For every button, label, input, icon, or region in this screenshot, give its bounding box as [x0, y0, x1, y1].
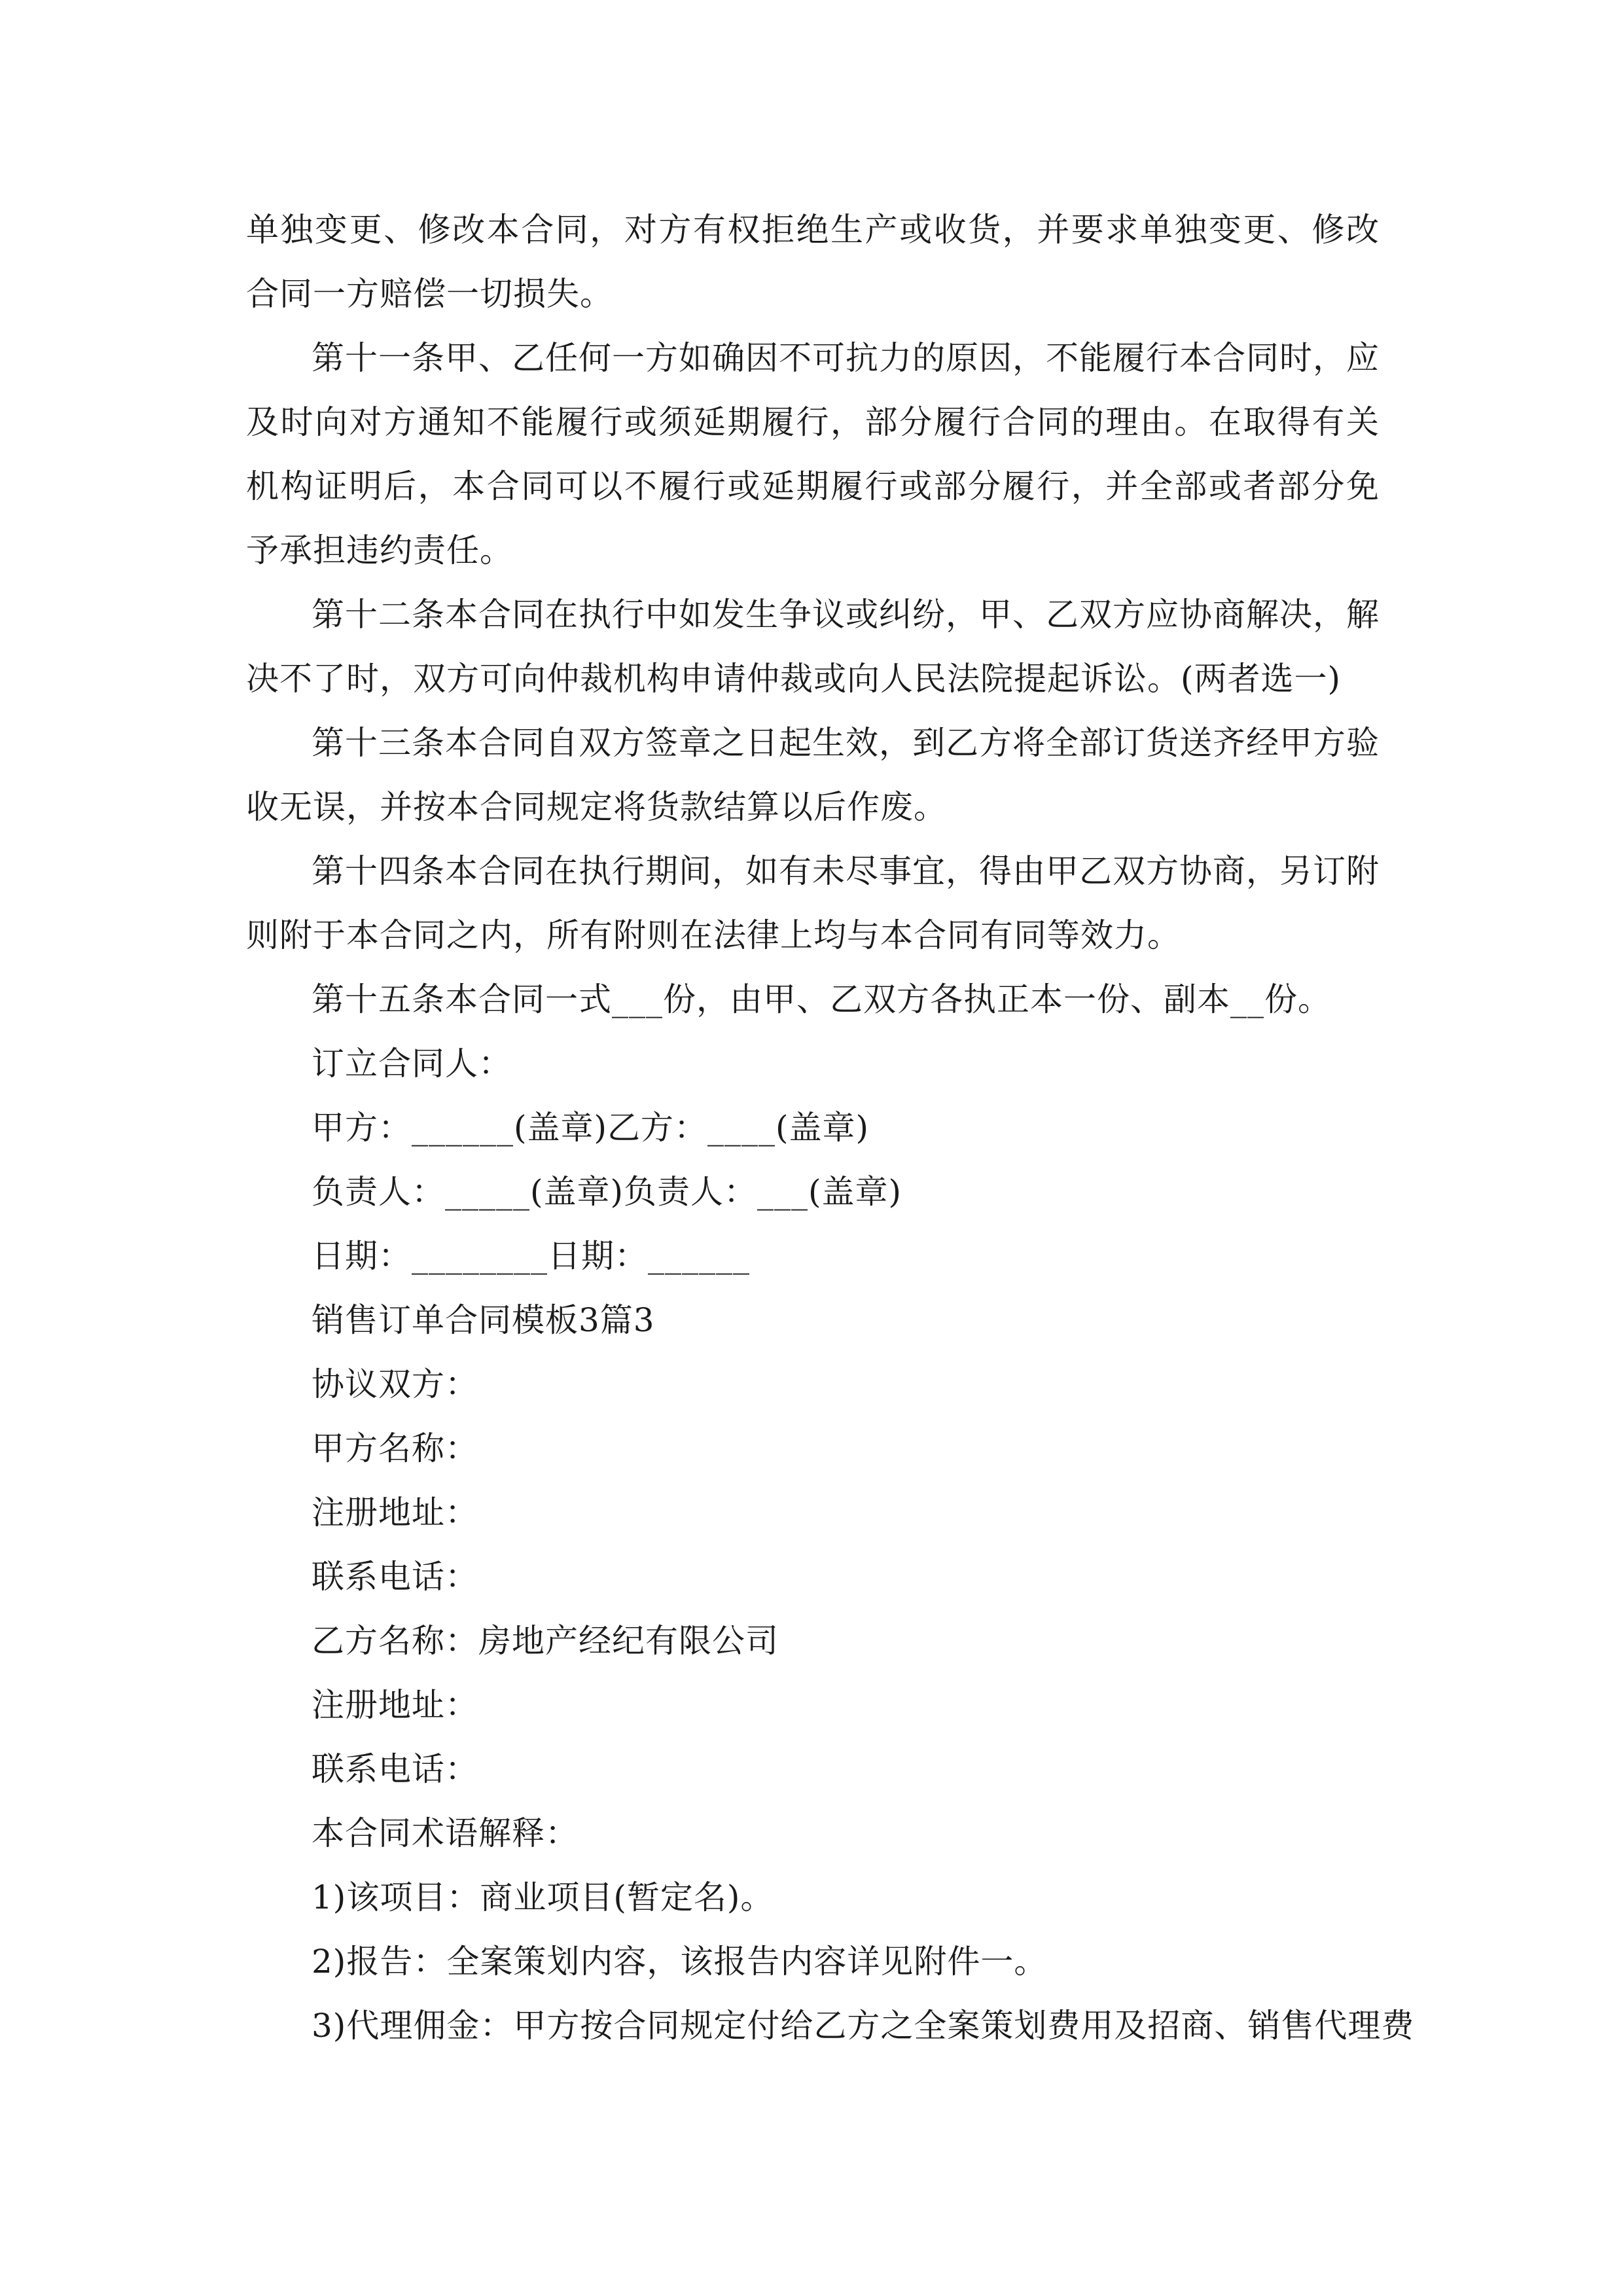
document-body — [246, 198, 1415, 2058]
responsible-person-line: 负责人：_____(盖章)负责人：___(盖章) — [312, 1173, 902, 1211]
party-a-name: 甲方名称： — [312, 1429, 478, 1467]
term-commission: 3)代理佣金：甲方按合同规定付给乙方之全案策划费用及招商、销售代理费 — [312, 2007, 1415, 2045]
paragraph-article-12: 第十二条本合同在执行中如发生争议或纠纷，甲、乙双方应协商解决，解决不了时，双方可向仲裁机构申请仲裁或向人民法院提起诉讼。(两者选一) — [246, 596, 1380, 698]
party-b-name: 乙方名称：房地产经纪有限公司 — [312, 1622, 779, 1660]
parties-heading: 协议双方： — [312, 1365, 478, 1403]
party-b-address: 注册地址： — [312, 1686, 478, 1724]
party-a-phone: 联系电话： — [312, 1558, 478, 1596]
party-seal-line: 甲方：______(盖章)乙方：____(盖章) — [312, 1109, 870, 1147]
terms-heading: 本合同术语解释： — [312, 1814, 579, 1852]
paragraph-continuation: 单独变更、修改本合同，对方有权拒绝生产或收货，并要求单独变更、修改合同一方赔偿一切损失。 — [246, 211, 1380, 313]
party-b-phone: 联系电话： — [312, 1750, 478, 1788]
date-line: 日期：________日期：______ — [312, 1237, 750, 1275]
paragraph-article-14: 第十四条本合同在执行期间，如有未尽事宜，得由甲乙双方协商，另订附则附于本合同之内，所有附则在法律上均与本合同有同等效力。 — [246, 852, 1380, 954]
term-report: 2)报告：全案策划内容，该报告内容详见附件一。 — [312, 1943, 1048, 1981]
article-15-line: 第十五条本合同一式___份，由甲、乙双方各执正本一份、副本__份。 — [312, 980, 1331, 1018]
signatories-heading: 订立合同人： — [312, 1045, 512, 1083]
section-title: 销售订单合同模板3篇3 — [312, 1301, 655, 1339]
paragraph-article-13: 第十三条本合同自双方签章之日起生效，到乙方将全部订货送齐经甲方验收无误，并按本合同规定将货款结算以后作废。 — [246, 724, 1380, 826]
paragraph-article-11: 第十一条甲、乙任何一方如确因不可抗力的原因，不能履行本合同时，应及时向对方通知不能履行或须延期履行，部分履行合同的理由。在取得有关机构证明后，本合同可以不履行或延期履行或部分履行，并全部或者部分免予承担违约责任。 — [246, 339, 1380, 569]
term-project: 1)该项目：商业项目(暂定名)。 — [312, 1878, 774, 1916]
party-a-address: 注册地址： — [312, 1494, 478, 1532]
